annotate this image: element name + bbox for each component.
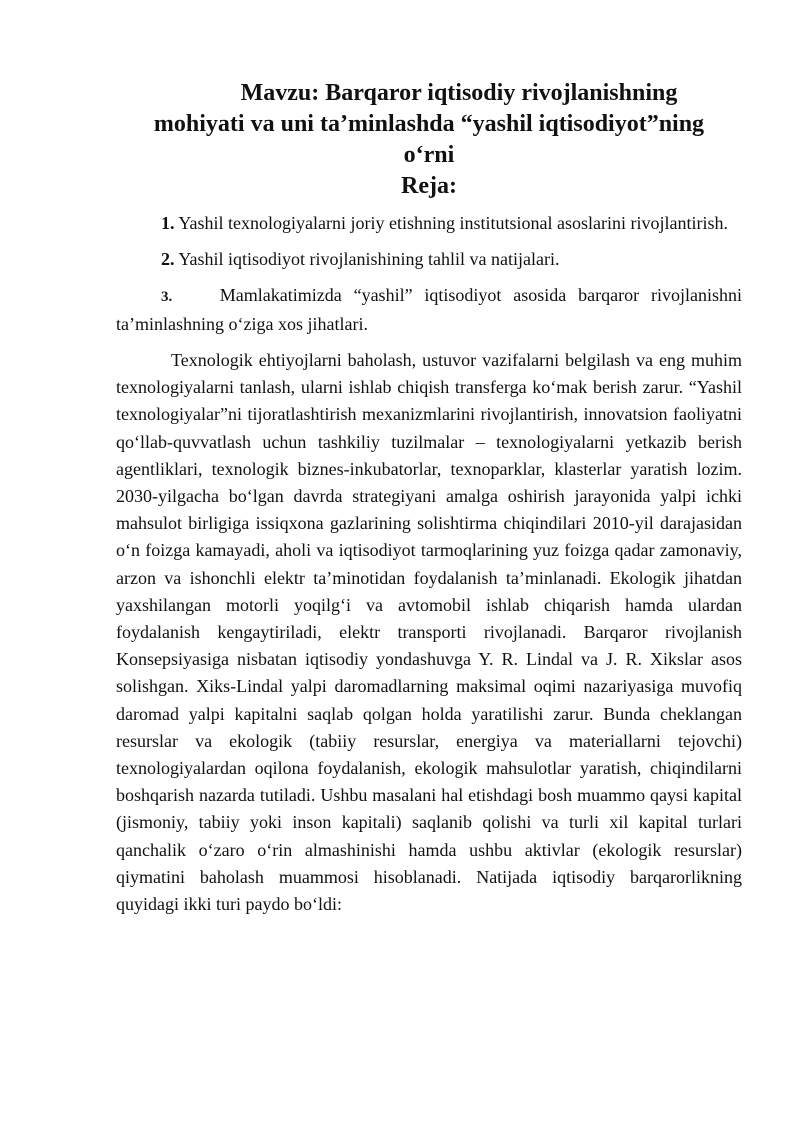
plan-item-number: 1.: [161, 213, 175, 233]
plan-item-text: Mamlakatimizda “yashil” iqtisodiyot asosida barqaror rivojlanishni ta’minlashning o‘ziga xos jihatlari.: [116, 285, 743, 334]
plan-heading: Reja:: [401, 173, 457, 199]
document-page: [116, 78, 742, 918]
plan-item-text: Yashil texnologiyalarni joriy etishning institutsional asoslarini rivojlantirish.: [178, 213, 728, 233]
title-line-2: mohiyati va uni ta’minlashda “yashil iqtisodiyot”ning: [153, 111, 705, 137]
body-paragraph: Texnologik ehtiyojlarni baholash, ustuvor vazifalarni belgilash va eng muhim texnologiyalarni tanlash, ularni ishlab chiqish transferga ko‘mak berish zarur. “Yashil texnologiyalar”ni tijoratlashtirish mexanizmlarini rivojlantirish, innovatsion faoliyatni qo‘llab-quvvatlash uchun tashkiliy tuzilmalar – texnologiyalarni yetkazib berish agentliklari, texnologik biznes-inkubatorlar, texnoparklar, klasterlar yaratish lozim. 2030-yilgacha bo‘lgan davrda strategiyani amalga oshirish jarayonida yalpi ichki mahsulot birligiga issiqxona gazlarining solishtirma chiqindilari 2010-yil darajasidan o‘n foizga kamayadi, aholi va iqtisodiyot tarmoqlarining yuz foizga qadar zamonaviy, arzon va ishonchli elektr ta’minotidan foydalanish ta’minlanadi. Ekologik jihatdan yaxshilangan motorli yoqilg‘i va avtomobil ishlab chiqarish hamda ulardan foydalanish kengaytiriladi, elektr transporti rivojlanadi. Barqaror rivojlanish Konsepsiyasiga nisbatan iqtisodiy yondashuvga Y. R. Lindal va J. R. Xikslar asos solishgan. Xiks-Lindal yalpi daromadlarning maksimal oqimi nazariyasiga muvofiq daromad yalpi kapitalni saqlab qolgan holda yaratilishi zarur. Bunda cheklangan resurslar va ekologik (tabiiy resurslar, energiya va materiallarni tejovchi) texnologiyalardan oqilona foydalanish, ekologik mahsulotlar yaratish, chiqindilarni boshqarish nazarda tutiladi. Ushbu masalani hal etishdagi bosh muammo qaysi kapital (jismoniy, tabiiy yoki inson kapitali) saqlanib qolishi va turli xil kapital turlari qanchalik o‘zaro o‘rin almashinishi hamda ushbu aktivlar (ekologik resurslar) qiymatini baholash muammosi hisoblanadi. Natijada iqtisodiy barqarorlikning quyidagi ikki turi paydo bo‘ldi:: [116, 350, 742, 915]
plan-item-2: [116, 246, 742, 273]
plan-item-1: [116, 210, 742, 237]
document-title: [116, 78, 742, 171]
plan-item-number: 2.: [161, 249, 175, 269]
title-line-1: Mavzu: Barqaror iqtisodiy rivojlanishning: [240, 80, 678, 106]
plan-item-number: 3.: [161, 289, 173, 305]
plan-item-3: [116, 282, 742, 338]
plan-item-text: Yashil iqtisodiyot rivojlanishining tahlil va natijalari.: [178, 249, 560, 269]
title-line-3: o‘rni: [403, 142, 455, 168]
